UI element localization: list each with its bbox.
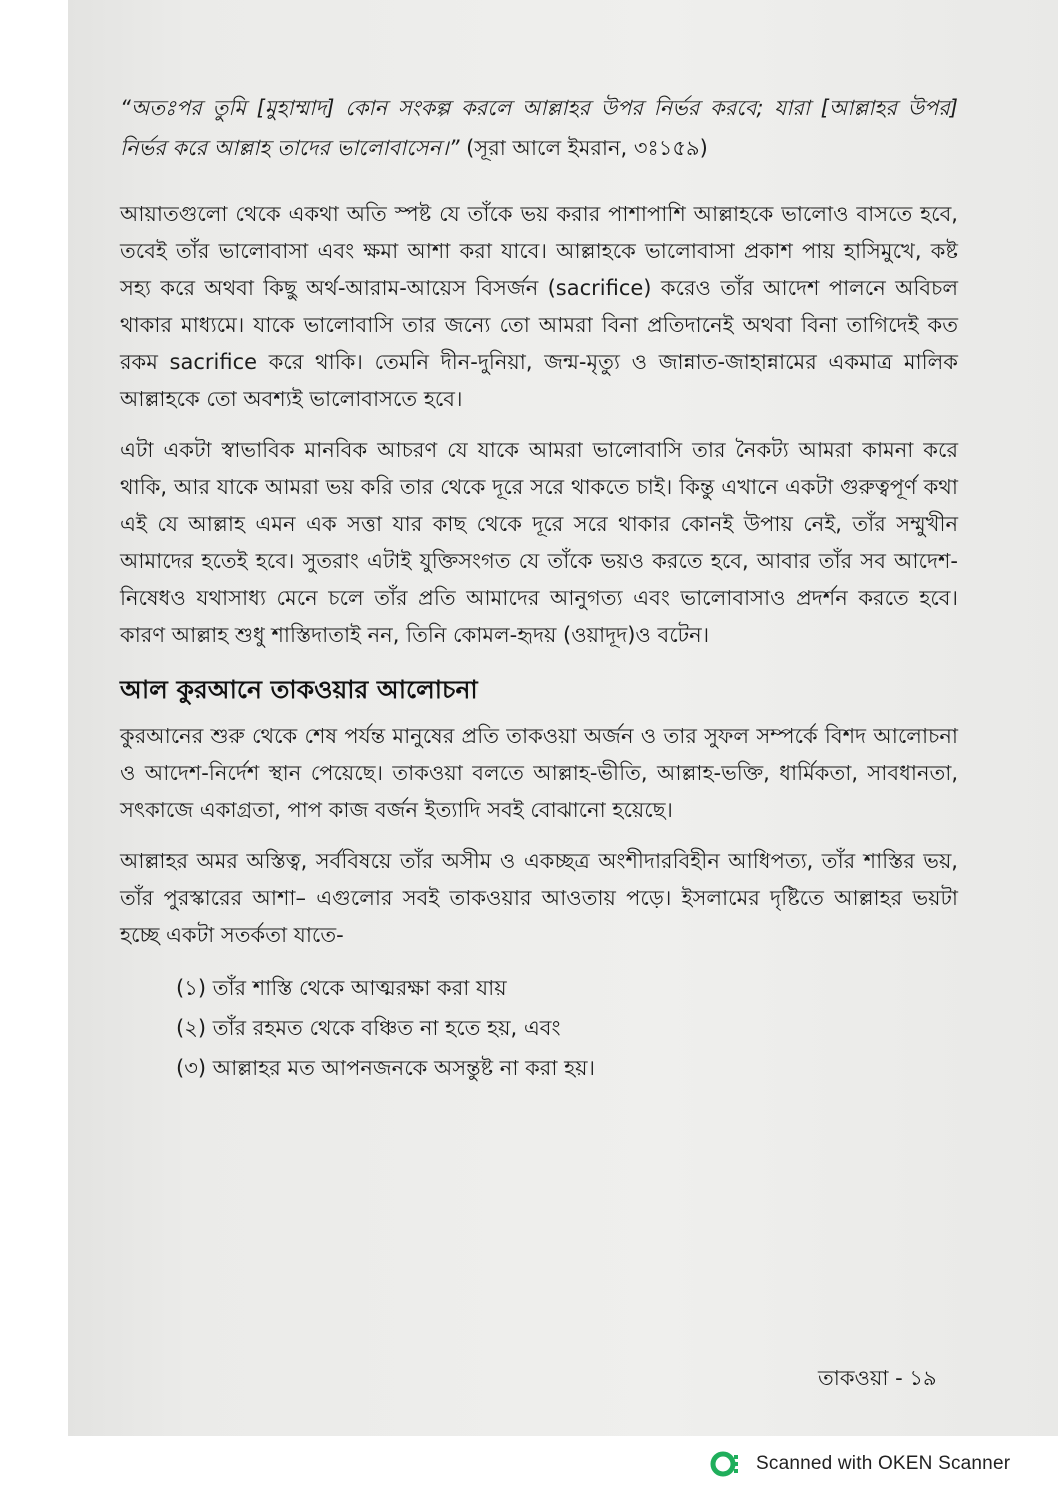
quran-quote xyxy=(120,88,958,168)
section-heading: আল কুরআনে তাকওয়ার আলোচনা xyxy=(120,675,478,704)
quote-text: “অতঃপর তুমি [মুহাম্মাদ] কোন সংকল্প করলে আল্লাহর উপর নির্ভর করবে; যারা [আল্লাহর উপর] নির্ভর করে আল্লাহ তাদের ভালোবাসেন।” xyxy=(120,96,958,160)
list-item: (১) তাঁর শাস্তি থেকে আত্মরক্ষা করা যায় xyxy=(176,976,507,1000)
list-item: (২) তাঁর রহমত থেকে বঞ্চিত না হতে হয়, এবং xyxy=(176,1016,561,1040)
quote-reference: (সূরা আলে ইমরান, ৩ঃ১৫৯) xyxy=(459,136,708,160)
scanner-label: Scanned with OKEN Scanner xyxy=(756,1453,1011,1474)
paragraph-3: কুরআনের শুরু থেকে শেষ পর্যন্ত মানুষের প্রতি তাকওয়া অর্জন ও তার সুফল সম্পর্কে বিশদ আলোচনা ও আদেশ-নির্দেশ স্থান পেয়েছে। তাকওয়া বলতে আল্লাহ-ভীতি, আল্লাহ-ভক্তি, ধার্মিকতা, সাবধানতা, সৎকাজে একাগ্রতা, পাপ কাজ বর্জন ইত্যাদি সবই বোঝানো হয়েছে। xyxy=(120,724,958,822)
paragraph-2: এটা একটা স্বাভাবিক মানবিক আচরণ যে যাকে আমরা ভালোবাসি তার নৈকট্য আমরা কামনা করে থাকি, আর যাকে আমরা ভয় করি তার থেকে দূরে সরে থাকতে চাই। কিন্তু এখানে একটা গুরুত্বপূর্ণ কথা এই যে আল্লাহ এমন এক সত্তা যার কাছ থেকে দূরে সরে থাকার কোনই উপায় নেই, তাঁর সম্মুখীন আমাদের হতেই হবে। সুতরাং এটাই যুক্তিসংগত যে তাঁকে ভয়ও করতে হবে, আবার তাঁর সব আদেশ-নিষেধও যথাসাধ্য মেনে চলে তাঁর প্রতি আমাদের আনুগত্য এবং ভালোবাসাও প্রদর্শন করতে হবে। কারণ আল্লাহ শুধু শাস্তিদাতাই নন, তিনি কোমল-হৃদয় (ওয়াদূদ)ও বটেন। xyxy=(120,438,958,647)
list-item: (৩) আল্লাহর মত আপনজনকে অসন্তুষ্ট না করা হয়। xyxy=(176,1056,596,1080)
book-page xyxy=(68,0,1058,1436)
paragraph-1: আয়াতগুলো থেকে একথা অতি স্পষ্ট যে তাঁকে ভয় করার পাশাপাশি আল্লাহকে ভালোও বাসতে হবে, তবেই তাঁর ভালোবাসা এবং ক্ষমা আশা করা যাবে। আল্লাহকে ভালোবাসা প্রকাশ পায় হাসিমুখে, কষ্ট সহ্য করে অথবা কিছু অর্থ-আরাম-আয়েস বিসর্জন (sacrifice) করেও তাঁর আদেশ পালনে অবিচল থাকার মাধ্যমে। যাকে ভালোবাসি তার জন্যে তো আমরা বিনা প্রতিদানেই অথবা বিনা তাগিদেই কত রকম sacrifice করে থাকি। তেমনি দীন-দুনিয়া, জন্ম-মৃত্যু ও জান্নাত-জাহান্নামের একমাত্র মালিক আল্লাহকে তো অবশ্যই ভালোবাসতে হবে। xyxy=(120,202,958,411)
page-content xyxy=(120,88,958,1088)
paragraph-4: আল্লাহর অমর অস্তিত্ব, সর্ববিষয়ে তাঁর অসীম ও একচ্ছত্র অংশীদারবিহীন আধিপত্য, তাঁর শাস্তির ভয়, তাঁর পুরস্কারের আশা– এগুলোর সবই তাকওয়ার আওতায় পড়ে। ইসলামের দৃষ্টিতে আল্লাহর ভয়টা হচ্ছে একটা সতর্কতা যাতে- xyxy=(120,849,958,947)
page-number-footer: তাকওয়া - ১৯ xyxy=(818,1366,937,1390)
numbered-list xyxy=(120,968,958,1088)
scanner-logo-icon xyxy=(710,1449,740,1479)
scanner-watermark xyxy=(710,1444,1010,1484)
